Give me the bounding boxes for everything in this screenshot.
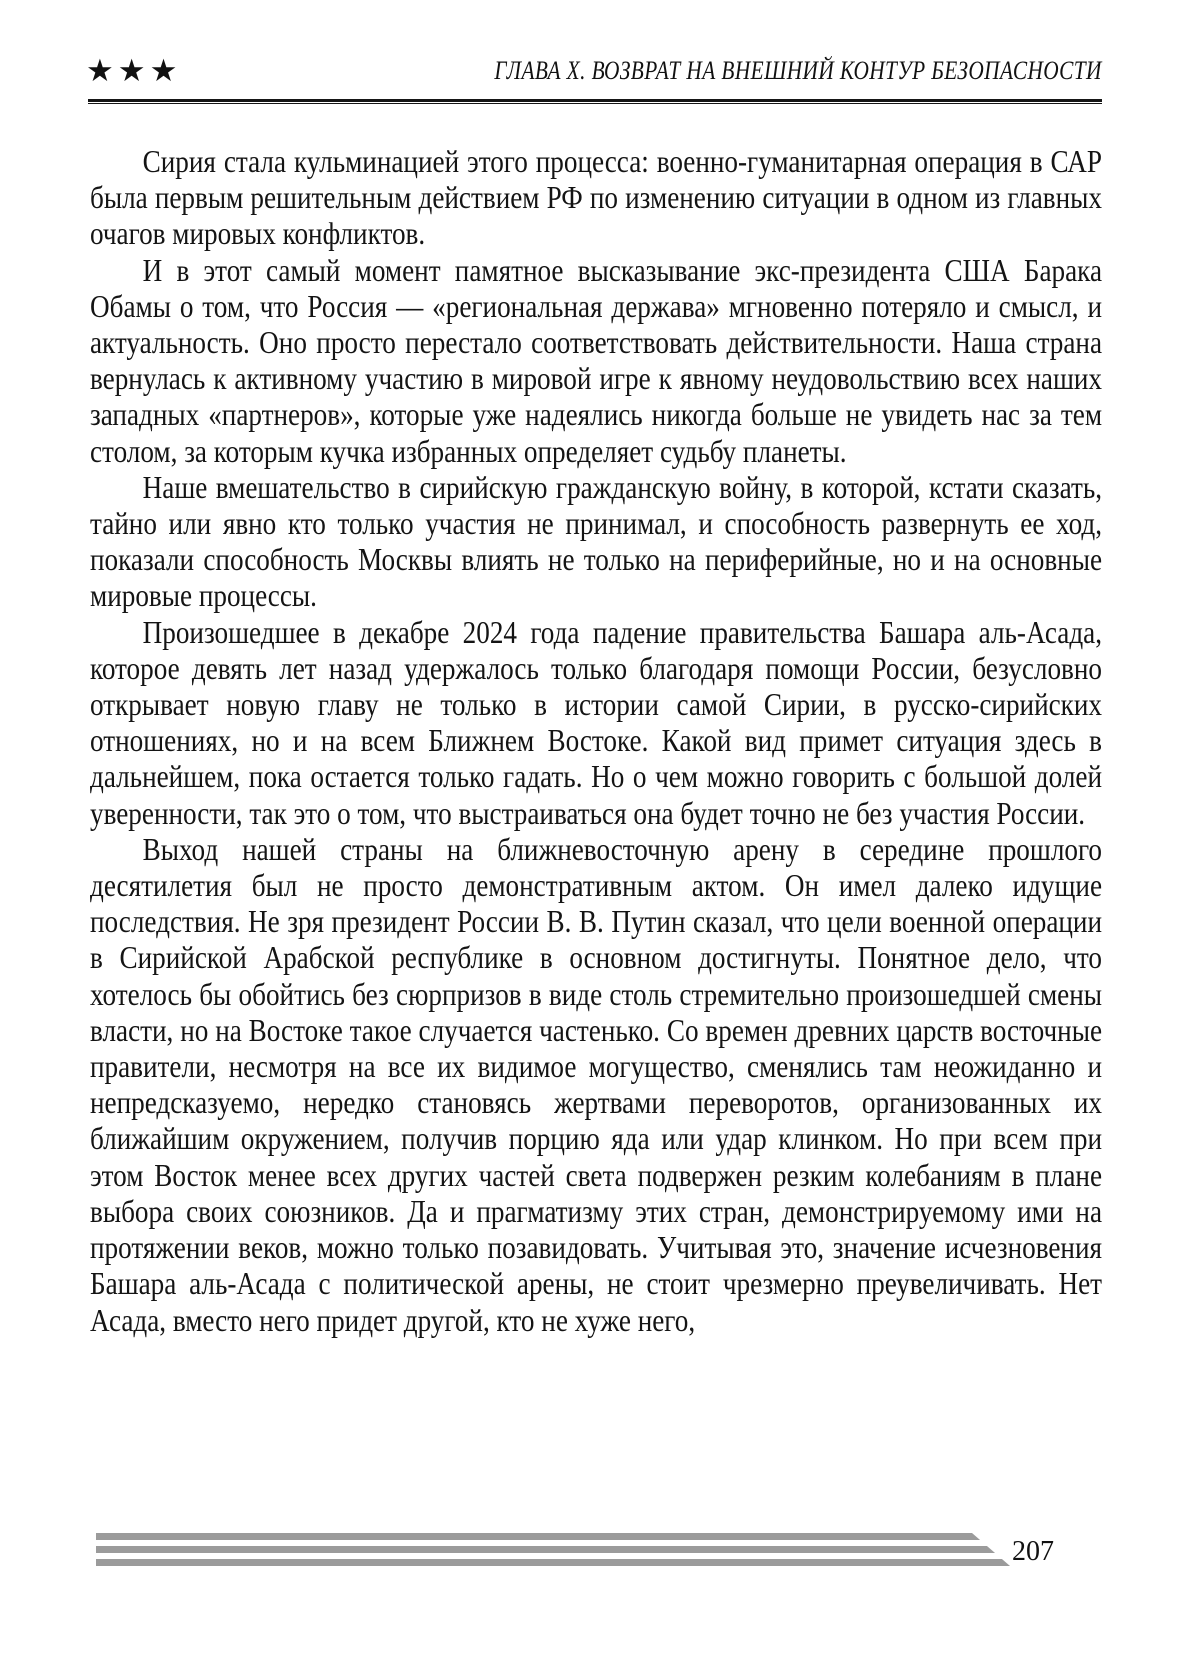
footer-stripe [96,1546,1010,1553]
page-number: 207 [1012,1536,1054,1567]
footer-stripe [96,1559,1010,1566]
paragraph: Произошедшее в декабре 2024 года падение правительства Башара аль-Асада, которое девять лет назад удержалось только благодаря помощи России, безусловно открывает новую главу не только в истории самой Сирии, в русско-сирийских отношениях, но и на всем Ближнем Востоке. Какой вид примет ситуация здесь в дальнейшем, пока остается только гадать. Но о чем можно говорить с большой долей уверенности, так это о том, что выстраиваться она будет точно не без участия России. [90,613,1103,831]
paragraph: Сирия стала кульминацией этого процесса: военно-гуманитарная операция в САР была первым решительным действием РФ по изменению ситуации в одном из главных очагов мировых конфликтов. [90,143,1103,252]
footer-stripes-decoration [96,1533,1010,1566]
header-rule-thin-line [88,103,1102,104]
header-rule [88,99,1102,104]
chapter-title: ГЛАВА X. ВОЗВРАТ НА ВНЕШНИЙ КОНТУР БЕЗОПАСНОСТИ [494,56,1102,85]
paragraph: Наше вмешательство в сирийскую гражданскую войну, в которой, кстати сказать, тайно или явно кто только участия не принимал, и способность развернуть ее ход, показали способность Москвы влиять не только на периферийные, но и на основные мировые процессы. [90,468,1103,614]
stars-icon: ★★★ [86,53,182,89]
paragraph: Выход нашей страны на ближневосточную арену в середине прошлого десятилетия был не просто демонстративным актом. Он имел далеко идущие последствия. Не зря президент России В. В. Путин сказал, что цели военной операции в Сирийской Арабской республике в основном достигнуты. Понятное дело, что хотелось бы обойтись без сюрпризов в виде столь стремительно произошедшей смены власти, но на Востоке такое случается частенько. Со времен древних царств восточные правители, несмотря на все их видимое могущество, сменялись там неожиданно и непредсказуемо, нередко становясь жертвами переворотов, организованных их ближайшим окружением, получив порцию яда или удар клинком. Но при всем при этом Восток менее всех других частей света подвержен резким колебаниям в плане выбора своих союзников. Да и прагматизму этих стран, демонстрируемому ими на протяжении веков, можно только позавидовать. Учитывая это, значение исчезновения Башара аль-Асада с политической арены, не стоит чрезмерно преувеличивать. Нет Асада, вместо него придет другой, кто не хуже него, [90,830,1103,1338]
page-body [90,143,1102,1338]
paragraph: И в этот самый момент памятное высказывание экс-президента США Барака Обамы о том, что Россия — «региональная держава» мгновенно потеряло и смысл, и актуальность. Оно просто перестало соответствовать действительности. Наша страна вернулась к активному участию в мировой игре к явному неудовольствию всех наших западных «партнеров», которые уже надеялись никогда больше не увидеть нас за тем столом, за которым кучка избранных определяет судьбу планеты. [90,251,1103,469]
header-rule-thick-line [88,99,1102,102]
footer-stripe [96,1533,1010,1540]
